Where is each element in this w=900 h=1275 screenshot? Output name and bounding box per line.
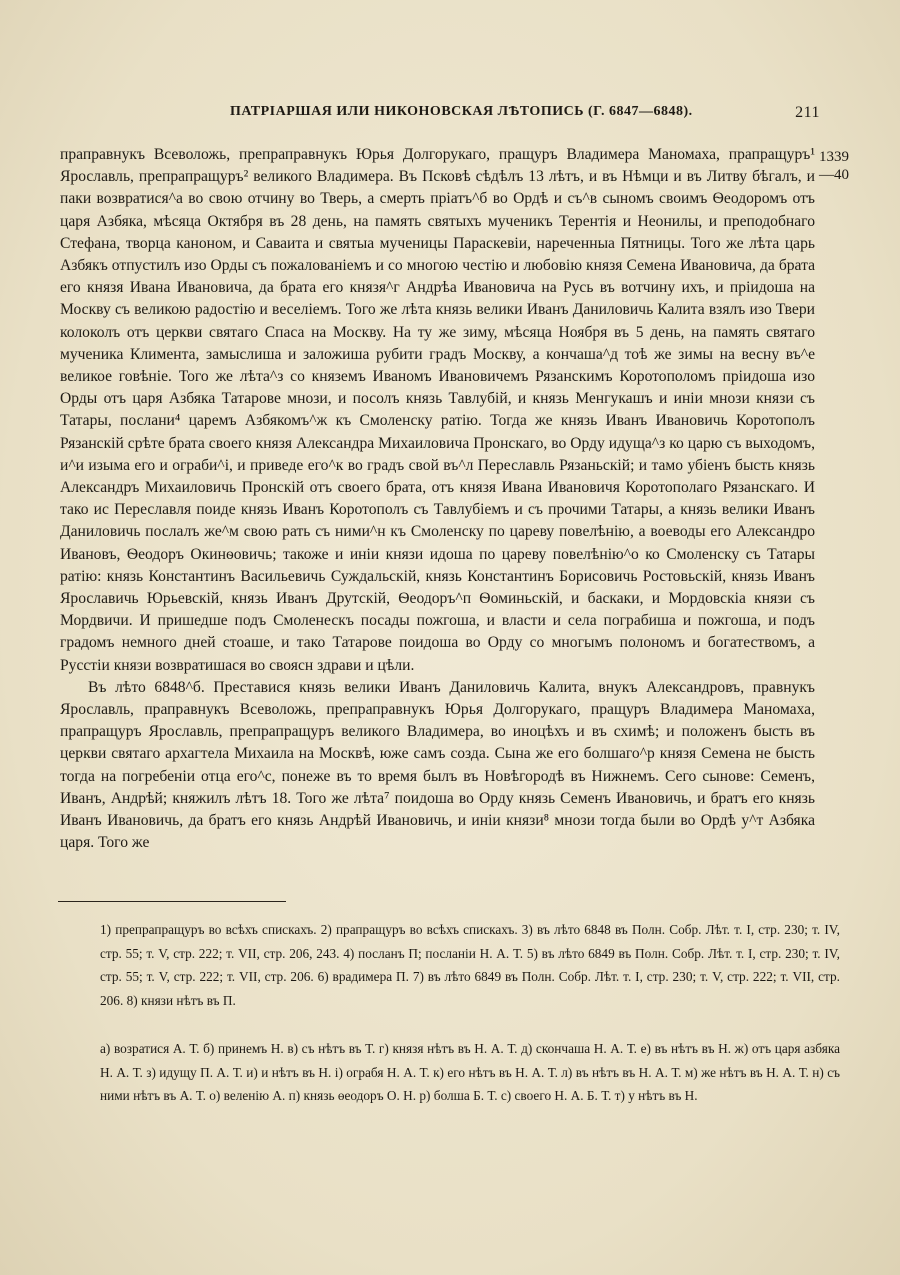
margin-year-line2: —40 [819,167,849,183]
footnote-separator [58,901,286,902]
variant-readings-text: а) возратися А. Т. б) принемъ Н. в) съ нѣтъ въ Т. г) князя нѣтъ въ Н. А. Т. д) скончаша Н. А. Т. е) въ нѣтъ въ Н. ж) отъ царя азбяка Н. А. Т. з) идущу П. А. Т. и) и нѣтъ въ Н. і) ограбя Н. А. Т. к) его нѣтъ въ Н. А. Т. л) въ нѣтъ въ Н. А. Т. м) же нѣтъ въ Н. А. Т. н) съ ними нѣтъ въ А. Т. о) веленію А. п) князь ѳеодоръ О. Н. р) болша Б. Т. с) своего Н. А. Б. Т. т) у нѣтъ въ Н. [100,1041,840,1103]
body-paragraph-1: праправнукъ Всеволожь, препраправнукъ Юрья Долгорукаго, пращуръ Владимера Маномаха, прапращуръ¹ Ярославль, препрапращуръ² великого Владимера. Въ Псковѣ сѣдѣлъ 13 лѣтъ, и въ Нѣмци и въ Литву бѣгалъ, и паки возвратися^а во свою отчину во Тверь, а смерть пріатъ^б во Ордѣ и съ^в сыномъ своимъ Ѳеодоромъ отъ царя Азбяка, мѣсяца Октября въ 28 день, на память святыхъ мученикъ Терентія и Неонилы, и преподобнаго Стефана, творца каноном, и Саваита и святыа мученицы Параскевіи, нареченныа Пятницы. Того же лѣта царь Азбякъ отпустилъ изо Орды съ пожалованіемъ и со многою честію и любовію князя Семена Ивановича, да брата его князя Ивана Ивановича, да брата его князя^г Андрѣа Ивановича на Русь въ вотчину ихъ, и пріидоша на Москву съ великою радостію и веселіемъ. Того же лѣта князь велики Иванъ Даниловичь Калита взялъ изо Твери колоколъ отъ церкви святаго Спаса на Москву. На ту же зиму, мѣсяца Ноября въ 5 день, на память святаго мученика Климента, замыслиша и заложиша рубити градъ Москву, а кончаша^д тоѣ же зимы на весну въ^е великое говѣніе. Того же лѣта^з со княземъ Иваномъ Ивановичемъ Рязанскимъ Коротополомъ пріидоша изо Орды отъ царя Азбяка Татарове мнози, и посолъ князь Тавлубій, и князь Менгукашъ и иніи мнози князи съ Татары, послани⁴ царемъ Азбякомъ^ж къ Смоленску ратію. Тогда же князь Иванъ Ивановичь Коротополъ Рязанскій срѣте брата своего князя Александра Михаиловича Пронскаго, во Орду идуща^з ко царю съ выходомъ, и^и изыма его и ограби^і, и приведе его^к во градъ свой въ^л Переславль Рязаньскій; и тамо убіенъ бысть князь Александръ Михаиловичь Пронскій отъ своего брата, отъ князя Ивана Ивановичя Коротополаго Рязанскаго. И тако ис Переславля поиде князь Иванъ Коротополъ съ Тавлубіемъ и съ прочими Татары, а князь велики Иванъ Даниловичь послалъ же^м свою рать съ ними^н къ Смоленску по цареву повелѣнію, а воеводы его Александро Ивановъ, Ѳеодоръ Окинѳовичь; такоже и иніи князи идоша по цареву повелѣнію^о ко Смоленску съ Татары ратію: князь Константинъ Васильевичь Суждальскій, князь Константинъ Борисовичь Ростовьскій, князь Иванъ Ярославичь Юрьевскій, князь Иванъ Друтскій, Ѳеодоръ^п Ѳоминьскій, и баскаки, и Мордовскіа князи съ Мордвичи. И пришедше подъ Смоленескъ посады пожгоша, и власти и села пограбиша и пожгоша, и подъ градомъ немного дней стоаше, и тако Татарове поидоша во Орду со многымъ полономъ и богатествомъ, а Русстіи князи возвратишася во своясн здрави и цѣли. [60,146,815,674]
main-text-body [60,144,815,855]
body-paragraph-2: Въ лѣто 6848^б. Преставися князь велики Иванъ Даниловичь Калита, внукъ Александровъ, правнукъ Ярославль, праправнукъ Всеволожь, препраправнукъ Юрья Долгорукаго, пращуръ Владимера Маномаха, прапращуръ Ярославль, препрапращуръ великого Владимера, во иноцѣхъ и въ схимѣ; и положенъ бысть въ церкви святаго архагтела Михаила на Москвѣ, юже самъ созда. Сына же его болшаго^р князя Семена не бысть тогда на погребеніи отца его^с, понеже въ то время былъ въ Новѣгородѣ въ Нижнемъ. Сего сынове: Семенъ, Иванъ, Андрѣй; княжилъ лѣтъ 18. Того же лѣта⁷ поидоша во Орду князь Семенъ Ивановичь, и братъ его князь Иванъ Ивановичь, да братъ его князь Андрѣй Ивановичь, и иніи князи⁸ мнози тогда были во Ордѣ у^т Азбяка царя. Того же [60,678,815,852]
margin-year-note [814,148,854,184]
numbered-footnotes [100,918,840,1012]
page-number: 211 [795,104,820,121]
running-title: ПАТРІАРШАЯ ИЛИ НИКОНОВСКАЯ ЛѢТОПИСЬ (Г. 6847—6848). [230,104,693,119]
variant-readings [100,1037,840,1108]
numbered-footnotes-text: 1) препрапращуръ во всѣхъ спискахъ. 2) прапращуръ во всѣхъ спискахъ. 3) въ лѣто 6848 въ Полн. Собр. Лѣт. т. I, стр. 230; т. IV, стр. 55; т. V, стр. 222; т. VII, стр. 206, 243. 4) посланъ П; посланіи Н. А. Т. 5) въ лѣто 6849 въ Полн. Собр. Лѣт. т. I, стр. 230; т. IV, стр. 55; т. V, стр. 222; т. VII, стр. 206. 6) врадимера П. 7) въ лѣто 6849 въ Полн. Собр. Лѣт. т. I, стр. 230; т. V, стр. 222; т. VII, стр. 206. 8) князи нѣтъ въ П. [100,922,840,1008]
margin-year-line1: 1339 [819,149,849,165]
